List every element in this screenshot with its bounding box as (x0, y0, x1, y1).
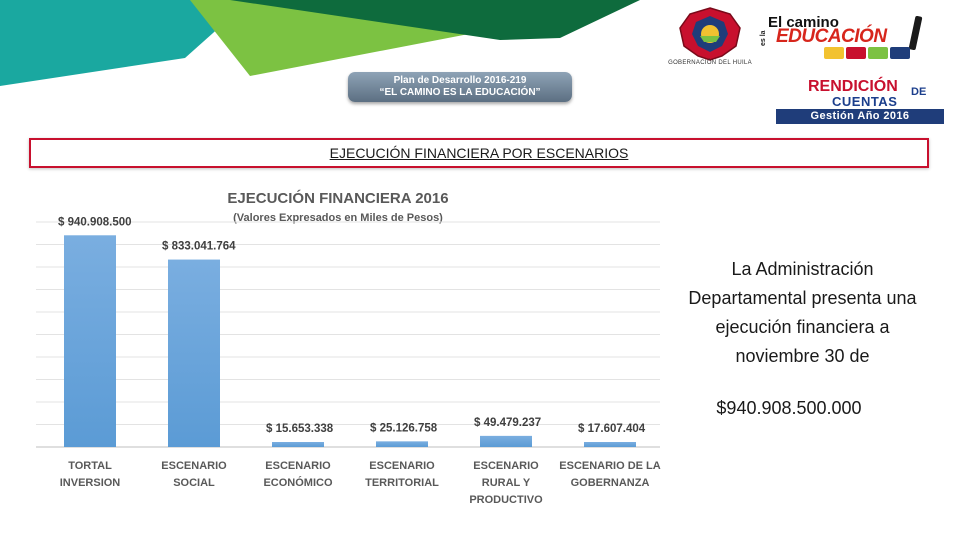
chart-data-label: $ 49.479.237 (474, 416, 542, 429)
chart-category-label: TERRITORIAL (365, 477, 439, 489)
brand-title-line2: EDUCACIÓN (776, 26, 887, 47)
chart-category-label: ECONÓMICO (263, 477, 333, 489)
chart-category-label: TORTAL (68, 460, 112, 472)
chart-bar (376, 441, 428, 447)
summary-total: $940.908.500.000 (716, 398, 862, 418)
chart-category-label: ESCENARIO (161, 460, 227, 472)
chart-data-label: $ 15.653.338 (266, 423, 334, 435)
chart-category-label: RURAL Y (481, 477, 531, 489)
chart-category-label: ESCENARIO (369, 460, 435, 472)
chart-category-label: ESCENARIO DE LA (559, 460, 661, 472)
rendicion-word: RENDICIÓN (808, 78, 898, 95)
chart-bar (272, 442, 324, 447)
crest-caption: GOBERNACIÓN DEL HUILA (668, 60, 752, 66)
chart-category-labels (60, 460, 661, 506)
chart-data-label: $ 940.908.500 (58, 216, 132, 229)
brand-side-text: es la (760, 30, 767, 46)
chart-data-label: $ 25.126.758 (370, 422, 438, 435)
plan-slogan: “EL CAMINO ES LA EDUCACIÓN” (379, 87, 541, 98)
chart-category-label: ESCENARIO (265, 460, 331, 472)
plan-title: Plan de Desarrollo 2016-219 (393, 75, 527, 86)
chart-category-label: PRODUCTIVO (469, 494, 543, 506)
chart-title: EJECUCIÓN FINANCIERA 2016 (227, 190, 449, 207)
chart-bar (584, 442, 636, 447)
chart-gridlines (36, 222, 660, 447)
gestion-bar: Gestión Año 2016 (776, 109, 944, 124)
summary-text: La Administración Departamental presenta una ejecución financiera a noviembre 30 de (688, 259, 917, 366)
cuentas-word: CUENTAS (832, 94, 898, 109)
chart-bar (64, 235, 116, 447)
chart-bar (168, 260, 220, 447)
chart-category-label: SOCIAL (173, 477, 215, 489)
brand-title-line1: El camino (768, 14, 839, 31)
chart-bar (480, 436, 532, 447)
chart-category-label: GOBERNANZA (570, 477, 650, 489)
rendicion-de-word: DE (911, 86, 927, 98)
chart-data-label: $ 17.607.404 (578, 423, 646, 435)
chart-data-label: $ 833.041.764 (162, 240, 236, 253)
chart-subtitle: (Valores Expresados en Miles de Pesos) (233, 212, 443, 224)
section-title: EJECUCIÓN FINANCIERA POR ESCENARIOS (329, 145, 629, 161)
chart-category-label: INVERSION (59, 477, 121, 489)
chart-category-label: ESCENARIO (473, 460, 539, 472)
